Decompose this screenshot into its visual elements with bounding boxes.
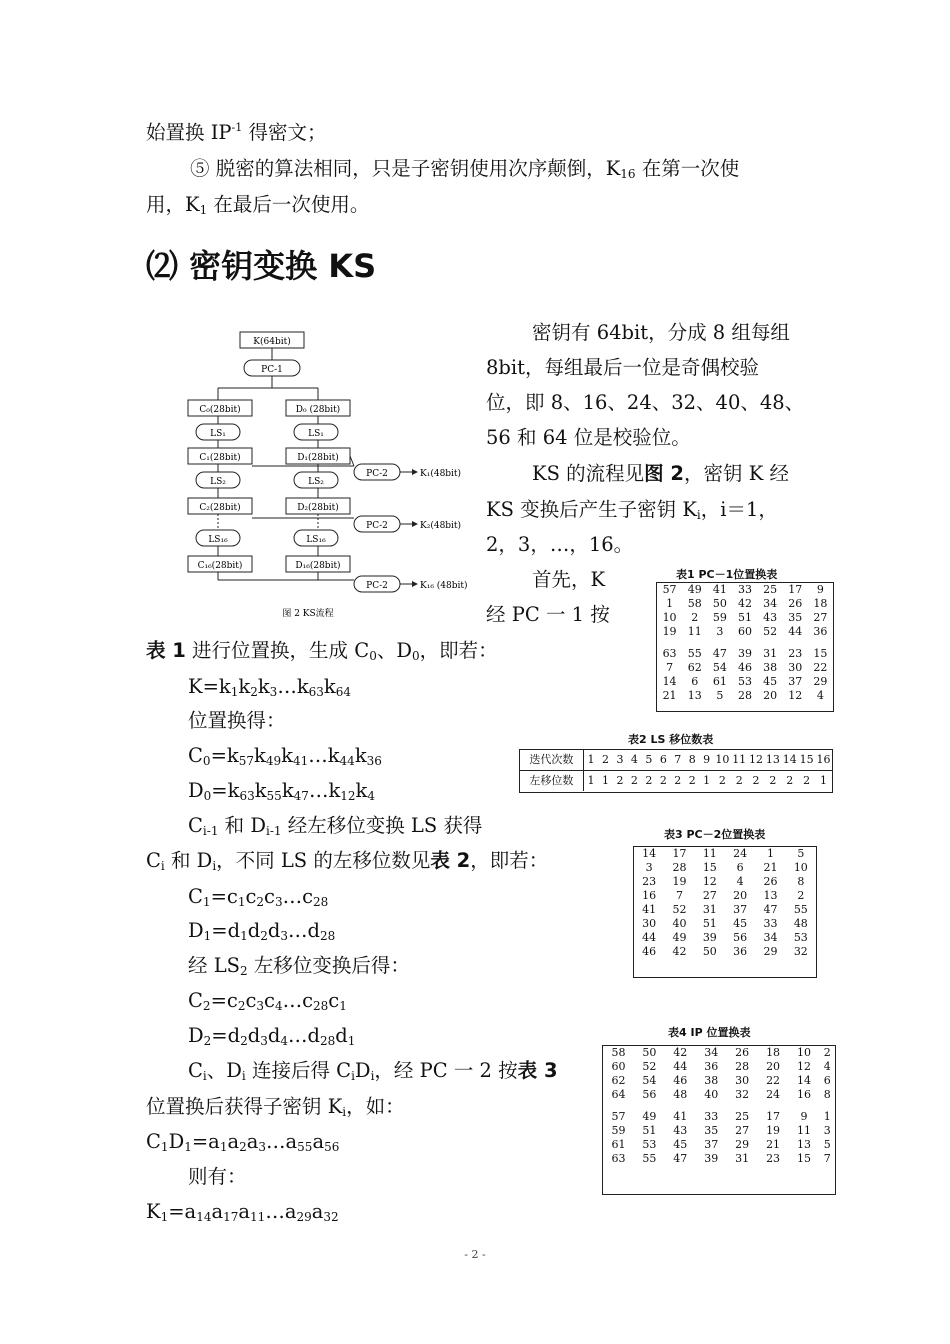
fig-ls16-right: LS₁₆ bbox=[306, 535, 326, 545]
table4-cell: 7 bbox=[823, 1152, 831, 1165]
table1-cell: 57 bbox=[662, 583, 677, 596]
table3-caption: 表3 PC－2位置换表 bbox=[664, 828, 766, 841]
section-title: ⑵ 密钥变换 KS bbox=[146, 247, 377, 285]
table3-cell: 52 bbox=[672, 903, 687, 916]
table4-cell: 11 bbox=[796, 1124, 811, 1137]
table1-cell: 11 bbox=[687, 625, 702, 638]
table4-cell: 64 bbox=[611, 1088, 626, 1101]
table3-row bbox=[634, 875, 816, 889]
table2-cell: 2 bbox=[786, 774, 794, 787]
table4-cell: 56 bbox=[642, 1088, 657, 1101]
eq-c0: $C_0=k_{57}k_{49}k_{41}\dots k_{44}k_{36}$ bbox=[188, 744, 382, 768]
table4-cell: 24 bbox=[766, 1088, 781, 1101]
table3-cell: 49 bbox=[672, 931, 687, 944]
fig-pc1: PC-1 bbox=[261, 365, 283, 375]
table2-cell: 2 bbox=[674, 774, 682, 787]
table4-caption: 表4 IP 位置换表 bbox=[668, 1026, 751, 1039]
right-line-9: 经 PC 一 1 按 bbox=[486, 603, 610, 626]
table2-cell: 2 bbox=[598, 750, 612, 771]
table4-cell: 49 bbox=[642, 1110, 657, 1123]
table1-cell: 21 bbox=[662, 689, 677, 702]
table3-cell: 46 bbox=[642, 945, 657, 958]
table3-cell: 28 bbox=[672, 861, 687, 874]
table1-row bbox=[657, 675, 833, 689]
fig-c2: C₂(28bit) bbox=[199, 503, 241, 513]
table3-cell: 39 bbox=[702, 931, 717, 944]
fig-c1: C₁(28bit) bbox=[199, 453, 241, 463]
table1-cell: 2 bbox=[691, 611, 699, 624]
table3-cell: 50 bbox=[702, 945, 717, 958]
table3-cell: 31 bbox=[702, 903, 717, 916]
intro-line-2: ⑤ 脱密的算法相同，只是子密钥使用次序颠倒，$K_{16}$ 在第一次使 bbox=[190, 157, 740, 181]
table3-cell: 41 bbox=[642, 903, 657, 916]
table1-cell: 38 bbox=[763, 661, 778, 674]
table2-cell: 14 bbox=[781, 750, 798, 771]
fig-k2: K₂(48bit) bbox=[420, 521, 462, 531]
table1-cell: 13 bbox=[687, 689, 702, 702]
table2-cell: 4 bbox=[627, 750, 641, 771]
table4-cell: 15 bbox=[796, 1152, 811, 1165]
table4-cell: 28 bbox=[735, 1060, 750, 1073]
table1-row bbox=[657, 639, 833, 661]
body-line-1: 表 1 进行位置换，生成 $C_0$、$D_0$，即若： bbox=[146, 639, 498, 663]
table3-cell: 26 bbox=[763, 875, 778, 888]
table1-cell: 5 bbox=[716, 689, 724, 702]
page-number: - 2 - bbox=[464, 1248, 486, 1261]
table4-cell: 62 bbox=[611, 1074, 626, 1087]
table2-cell: 2 bbox=[803, 774, 811, 787]
table1-cell: 26 bbox=[788, 597, 803, 610]
table3-cell: 27 bbox=[702, 889, 717, 902]
table4-cell: 59 bbox=[611, 1124, 626, 1137]
table2-cell: 2 bbox=[616, 774, 624, 787]
table3-cell: 42 bbox=[672, 945, 687, 958]
table4-cell: 34 bbox=[704, 1046, 719, 1059]
table4-cell: 43 bbox=[673, 1124, 688, 1137]
table3-row bbox=[634, 861, 816, 875]
table3-cell: 11 bbox=[702, 847, 717, 860]
table4-cell: 5 bbox=[823, 1138, 831, 1151]
table2-cell: 2 bbox=[752, 774, 760, 787]
table4-cell: 54 bbox=[642, 1074, 657, 1087]
table2-cell: 1 bbox=[587, 774, 595, 787]
table1-cell: 12 bbox=[788, 689, 803, 702]
table1-cell: 18 bbox=[813, 597, 828, 610]
table4-cell: 61 bbox=[611, 1138, 626, 1151]
table4-cell: 1 bbox=[823, 1110, 831, 1123]
table3-cell: 32 bbox=[793, 945, 808, 958]
table3-cell: 56 bbox=[733, 931, 748, 944]
table1-cell: 15 bbox=[813, 647, 828, 660]
table4-cell: 27 bbox=[735, 1124, 750, 1137]
table4-cell: 4 bbox=[823, 1060, 831, 1073]
body-ls2: 经 $LS_2$ 左移位变换后得： bbox=[188, 954, 410, 978]
ks-flow-figure bbox=[182, 326, 472, 626]
fig-d1: D₁(28bit) bbox=[297, 453, 339, 463]
table4-cell: 22 bbox=[766, 1074, 781, 1087]
table4-cell: 51 bbox=[642, 1124, 657, 1137]
table3-cell: 48 bbox=[793, 917, 808, 930]
table1-cell: 3 bbox=[716, 625, 724, 638]
table1-row bbox=[657, 625, 833, 639]
table1-cell: 63 bbox=[662, 647, 677, 660]
table3-cell: 55 bbox=[793, 903, 808, 916]
table2-cell: 5 bbox=[642, 750, 656, 771]
right-line-7: 2，3，…，16。 bbox=[486, 533, 634, 556]
table2-cell: 15 bbox=[798, 750, 815, 771]
table1-cell: 42 bbox=[737, 597, 752, 610]
table1-cell: 61 bbox=[712, 675, 727, 688]
table3-cell: 14 bbox=[642, 847, 657, 860]
table2-cell: 1 bbox=[602, 774, 609, 787]
right-line-1: 密钥有 64bit，分成 8 组每组 bbox=[532, 321, 790, 344]
fig-d0: D₀ (28bit) bbox=[295, 405, 341, 415]
table4-cell: 20 bbox=[766, 1060, 781, 1073]
table4-cell: 46 bbox=[673, 1074, 688, 1087]
table3-row bbox=[634, 847, 816, 861]
fig-k1: K₁(48bit) bbox=[420, 469, 462, 479]
table2-cell: 1 bbox=[820, 774, 828, 787]
eq-c1d1: $C_1D_1=a_1a_2a_3\dots a_{55}a_{56}$ bbox=[146, 1130, 340, 1154]
fig-k-box: K(64bit) bbox=[253, 337, 291, 347]
table3-cell: 23 bbox=[642, 875, 657, 888]
fig-d16: D₁₆(28bit) bbox=[295, 561, 341, 571]
table4-cell: 9 bbox=[800, 1110, 808, 1123]
table1-pc1 bbox=[656, 582, 834, 712]
table2-cell: 7 bbox=[671, 750, 685, 771]
fig-ls1-left: LS₁ bbox=[210, 429, 226, 439]
table3-cell: 5 bbox=[797, 847, 805, 860]
table2-cell: 13 bbox=[764, 750, 781, 771]
table1-cell: 58 bbox=[687, 597, 702, 610]
table4-cell: 47 bbox=[673, 1152, 688, 1165]
table1-cell: 37 bbox=[788, 675, 803, 688]
fig-ls16-left: LS₁₆ bbox=[208, 535, 228, 545]
table3-cell: 36 bbox=[733, 945, 748, 958]
right-line-2: 8bit，每组最后一位是奇偶校验 bbox=[486, 356, 759, 379]
table4-cell: 12 bbox=[796, 1060, 811, 1073]
body-then: 则有： bbox=[188, 1165, 247, 1188]
table2-cell: 16 bbox=[815, 750, 832, 771]
table3-row bbox=[634, 931, 816, 945]
table2-cell: 6 bbox=[656, 750, 670, 771]
table1-cell: 20 bbox=[763, 689, 778, 702]
table2-row1-label: 迭代次数 bbox=[520, 750, 583, 771]
table1-cell: 46 bbox=[737, 661, 752, 674]
right-line-8: 首先，K bbox=[532, 568, 606, 591]
table1-cell: 31 bbox=[763, 647, 778, 660]
table3-cell: 29 bbox=[763, 945, 778, 958]
eq-k1: $K_1=a_{14}a_{17}a_{11}\dots a_{29}a_{32}$ bbox=[146, 1200, 339, 1224]
table1-cell: 49 bbox=[687, 583, 702, 596]
table2-cell: 1 bbox=[703, 774, 711, 787]
fig-k16: K₁₆ (48bit) bbox=[420, 581, 468, 591]
table3-row bbox=[634, 917, 816, 931]
table1-cell: 39 bbox=[737, 647, 752, 660]
table3-cell: 3 bbox=[645, 861, 653, 874]
table3-cell: 20 bbox=[733, 889, 748, 902]
table4-cell: 14 bbox=[796, 1074, 811, 1087]
eq-d1: $D_1=d_1d_2d_3\dots d_{28}$ bbox=[188, 919, 336, 943]
table4-row bbox=[603, 1088, 835, 1102]
table4-cell: 33 bbox=[704, 1110, 719, 1123]
table3-cell: 33 bbox=[763, 917, 778, 930]
body-ci: $C_i$ 和 $D_i$，不同 LS 的左移位数见表 2，即若： bbox=[146, 849, 549, 873]
table4-cell: 52 bbox=[642, 1060, 657, 1073]
table1-cell: 55 bbox=[687, 647, 702, 660]
fig-pc2-1: PC-2 bbox=[366, 469, 388, 479]
fig-pc2-2: PC-2 bbox=[366, 521, 388, 531]
right-line-5: KS 的流程见图 2，密钥 K 经 bbox=[532, 462, 789, 485]
table3-cell: 6 bbox=[736, 861, 744, 874]
table2-cell: 2 bbox=[769, 774, 777, 787]
table2-cell: 8 bbox=[685, 750, 699, 771]
table1-cell: 1 bbox=[666, 597, 674, 610]
eq-c2: $C_2=c_2c_3c_4\dots c_{28}c_1$ bbox=[188, 989, 347, 1013]
table1-cell: 30 bbox=[788, 661, 803, 674]
table1-cell: 50 bbox=[712, 597, 727, 610]
table1-row bbox=[657, 661, 833, 675]
table3-cell: 47 bbox=[763, 903, 778, 916]
table4-cell: 44 bbox=[673, 1060, 688, 1073]
table3-cell: 45 bbox=[733, 917, 748, 930]
table2-cell: 2 bbox=[735, 774, 743, 787]
body-shift: $C_{i-1}$ 和 $D_{i-1}$ 经左移位变换 LS 获得 bbox=[188, 814, 483, 838]
table3-cell: 17 bbox=[672, 847, 687, 860]
table2-caption: 表2 LS 移位数表 bbox=[628, 733, 714, 746]
table4-cell: 58 bbox=[611, 1046, 626, 1059]
fig-d2: D₂(28bit) bbox=[297, 503, 339, 513]
table1-cell: 60 bbox=[737, 625, 752, 638]
table1-cell: 52 bbox=[763, 625, 778, 638]
body-pos: 位置换得： bbox=[188, 709, 286, 732]
table2-cell: 11 bbox=[731, 750, 748, 771]
table4-cell: 6 bbox=[823, 1074, 831, 1087]
table2-cell: 9 bbox=[699, 750, 713, 771]
table4-cell: 8 bbox=[823, 1088, 831, 1101]
table4-cell: 23 bbox=[766, 1152, 781, 1165]
table1-cell: 6 bbox=[691, 675, 699, 688]
table4-cell: 31 bbox=[735, 1152, 750, 1165]
table1-cell: 17 bbox=[788, 583, 803, 596]
table1-cell: 45 bbox=[763, 675, 778, 688]
table4-cell: 30 bbox=[735, 1074, 750, 1087]
table1-row bbox=[657, 689, 833, 703]
table3-cell: 40 bbox=[672, 917, 687, 930]
eq-c1: $C_1=c_1c_2c_3\dots c_{28}$ bbox=[188, 885, 329, 909]
table1-row bbox=[657, 597, 833, 611]
table4-cell: 10 bbox=[796, 1046, 811, 1059]
table3-row bbox=[634, 889, 816, 903]
table3-cell: 15 bbox=[702, 861, 717, 874]
table1-cell: 19 bbox=[662, 625, 677, 638]
intro-line-3: 用，$K_1$ 在最后一次使用。 bbox=[146, 193, 370, 217]
table3-cell: 16 bbox=[642, 889, 657, 902]
table1-cell: 43 bbox=[763, 611, 778, 624]
table3-cell: 8 bbox=[797, 875, 805, 888]
table3-cell: 34 bbox=[763, 931, 778, 944]
table4-cell: 36 bbox=[704, 1060, 719, 1073]
table4-cell: 21 bbox=[766, 1138, 781, 1151]
table1-cell: 9 bbox=[816, 583, 824, 596]
table1-cell: 14 bbox=[662, 675, 677, 688]
table2-ls bbox=[519, 749, 833, 793]
table1-cell: 36 bbox=[813, 625, 828, 638]
table4-cell: 38 bbox=[704, 1074, 719, 1087]
table3-cell: 24 bbox=[733, 847, 748, 860]
table1-cell: 35 bbox=[788, 611, 803, 624]
table1-cell: 22 bbox=[813, 661, 828, 674]
table4-cell: 29 bbox=[735, 1138, 750, 1151]
table4-cell: 60 bbox=[611, 1060, 626, 1073]
table1-cell: 34 bbox=[763, 597, 778, 610]
table1-cell: 27 bbox=[813, 611, 828, 624]
table4-row bbox=[603, 1046, 835, 1060]
table3-cell: 37 bbox=[733, 903, 748, 916]
table4-cell: 48 bbox=[673, 1088, 688, 1101]
table4-row bbox=[603, 1102, 835, 1124]
table4-row bbox=[603, 1074, 835, 1088]
table1-cell: 47 bbox=[712, 647, 727, 660]
table1-cell: 33 bbox=[737, 583, 752, 596]
table3-cell: 53 bbox=[793, 931, 808, 944]
table1-cell: 59 bbox=[712, 611, 727, 624]
table1-row bbox=[657, 583, 833, 597]
fig-caption: 图 2 KS流程 bbox=[282, 609, 334, 619]
table4-cell: 40 bbox=[704, 1088, 719, 1101]
body-join: $C_i$、$D_i$ 连接后得 $C_iD_i$，经 PC 一 2 按表 3 bbox=[188, 1059, 558, 1083]
table4-cell: 19 bbox=[766, 1124, 781, 1137]
fig-ls2-left: LS₂ bbox=[210, 477, 226, 487]
table3-cell: 51 bbox=[702, 917, 717, 930]
table4-cell: 35 bbox=[704, 1124, 719, 1137]
table3-cell: 1 bbox=[766, 847, 774, 860]
table1-cell: 53 bbox=[737, 675, 752, 688]
table1-cell: 28 bbox=[737, 689, 752, 702]
table2-row2-label: 左移位数 bbox=[520, 771, 583, 792]
table3-cell: 7 bbox=[675, 889, 683, 902]
table4-cell: 55 bbox=[642, 1152, 657, 1165]
table2-cell: 2 bbox=[688, 774, 696, 787]
table4-cell: 17 bbox=[766, 1110, 781, 1123]
table4-row bbox=[603, 1138, 835, 1152]
table1-cell: 51 bbox=[737, 611, 752, 624]
table4-cell: 63 bbox=[611, 1152, 626, 1165]
table3-row bbox=[634, 903, 816, 917]
table1-row bbox=[657, 611, 833, 625]
table4-cell: 53 bbox=[642, 1138, 657, 1151]
fig-c16: C₁₆(28bit) bbox=[197, 561, 243, 571]
eq-k: $K=k_1k_2k_3\dots k_{63}k_{64}$ bbox=[188, 675, 352, 699]
table1-cell: 62 bbox=[687, 661, 702, 674]
table2-cell: 12 bbox=[748, 750, 765, 771]
table4-cell: 26 bbox=[735, 1046, 750, 1059]
table1-cell: 29 bbox=[813, 675, 828, 688]
right-line-4: 56 和 64 位是校验位。 bbox=[486, 426, 691, 449]
table1-cell: 10 bbox=[662, 611, 677, 624]
table3-cell: 13 bbox=[763, 889, 778, 902]
table4-cell: 32 bbox=[735, 1088, 750, 1101]
table1-cell: 41 bbox=[712, 583, 727, 596]
table2-cell: 2 bbox=[645, 774, 653, 787]
table3-cell: 30 bbox=[642, 917, 657, 930]
table3-cell: 10 bbox=[793, 861, 808, 874]
fig-c0: C₀(28bit) bbox=[199, 405, 241, 415]
table4-cell: 16 bbox=[796, 1088, 811, 1101]
table3-cell: 2 bbox=[797, 889, 805, 902]
table4-cell: 3 bbox=[823, 1124, 831, 1137]
table4-row bbox=[603, 1124, 835, 1138]
table4-cell: 57 bbox=[611, 1110, 626, 1123]
table4-row bbox=[603, 1152, 835, 1166]
table3-cell: 19 bbox=[672, 875, 687, 888]
eq-d0: $D_0=k_{63}k_{55}k_{47}\dots k_{12}k_4$ bbox=[188, 779, 376, 803]
table2-cell: 3 bbox=[613, 750, 627, 771]
fig-ls2-right: LS₂ bbox=[308, 477, 324, 487]
eq-d2: $D_2=d_2d_3d_4\dots d_{28}d_1$ bbox=[188, 1024, 356, 1048]
table1-cell: 7 bbox=[666, 661, 674, 674]
table3-cell: 44 bbox=[642, 931, 657, 944]
table1-caption: 表1 PC－1位置换表 bbox=[676, 568, 778, 581]
table4-cell: 41 bbox=[673, 1110, 688, 1123]
table3-row bbox=[634, 945, 816, 959]
fig-ls1-right: LS₁ bbox=[308, 429, 324, 439]
table1-cell: 4 bbox=[816, 689, 824, 702]
right-line-3: 位，即 8、16、24、32、40、48、 bbox=[486, 391, 805, 414]
table4-cell: 50 bbox=[642, 1046, 657, 1059]
table2-cell: 2 bbox=[718, 774, 726, 787]
table4-ip bbox=[602, 1045, 836, 1195]
fig-pc2-16: PC-2 bbox=[366, 581, 388, 591]
table3-pc2 bbox=[633, 846, 817, 978]
table1-cell: 44 bbox=[788, 625, 803, 638]
table4-cell: 2 bbox=[823, 1046, 831, 1059]
table4-cell: 18 bbox=[766, 1046, 781, 1059]
table4-cell: 13 bbox=[796, 1138, 811, 1151]
table2-cell: 1 bbox=[583, 750, 598, 771]
table1-cell: 54 bbox=[712, 661, 727, 674]
table4-cell: 42 bbox=[673, 1046, 688, 1059]
right-line-6: KS 变换后产生子密钥 $K_i$，i＝1， bbox=[486, 498, 778, 522]
table4-cell: 45 bbox=[673, 1138, 688, 1151]
table3-cell: 21 bbox=[763, 861, 778, 874]
table3-cell: 4 bbox=[736, 875, 744, 888]
body-perm2: 位置换后获得子密钥 $K_i$，如： bbox=[146, 1095, 405, 1119]
table1-cell: 23 bbox=[788, 647, 803, 660]
table4-row bbox=[603, 1060, 835, 1074]
table2-cell: 10 bbox=[714, 750, 731, 771]
table3-cell: 12 bbox=[702, 875, 717, 888]
table4-cell: 39 bbox=[704, 1152, 719, 1165]
table4-cell: 25 bbox=[735, 1110, 750, 1123]
intro-line-1: 始置换 $IP^{-1}$ 得密文； bbox=[146, 121, 327, 144]
table1-cell: 25 bbox=[763, 583, 778, 596]
table2-cell: 2 bbox=[659, 774, 667, 787]
table2-cell: 2 bbox=[630, 774, 638, 787]
table4-cell: 37 bbox=[704, 1138, 719, 1151]
